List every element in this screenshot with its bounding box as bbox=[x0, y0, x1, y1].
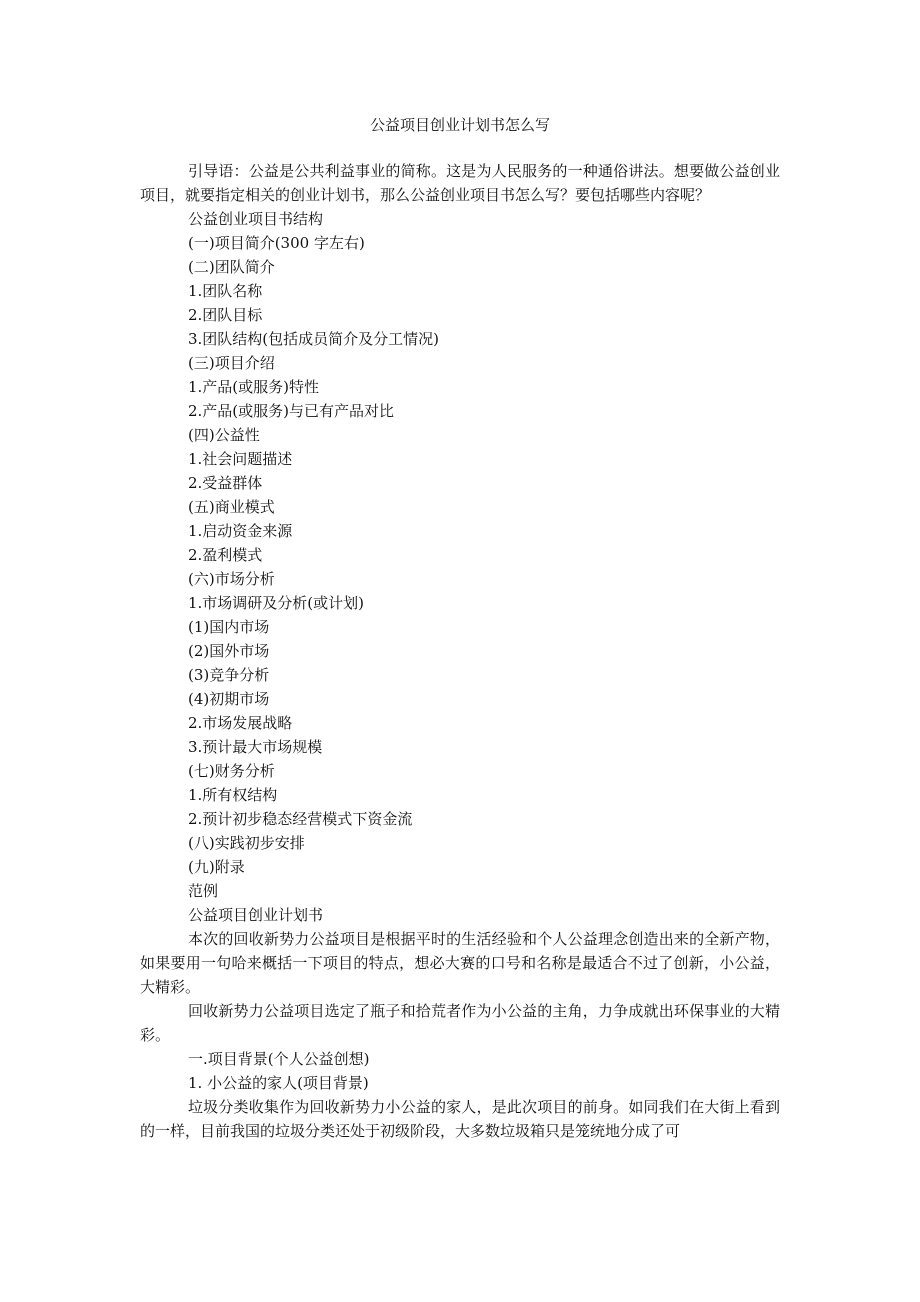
paragraph: (五)商业模式 bbox=[188, 498, 275, 516]
paragraph: (八)实践初步安排 bbox=[188, 834, 305, 852]
paragraph: 一.项目背景(个人公益创想) bbox=[188, 1050, 370, 1068]
paragraph: 回收新势力公益项目选定了瓶子和拾荒者作为小公益的主角，力争成就出环保事业的大精彩。 bbox=[140, 1002, 780, 1044]
paragraph: (1)国内市场 bbox=[188, 618, 270, 636]
document-title: 公益项目创业计划书怎么写 bbox=[369, 116, 550, 134]
paragraph: 范例 bbox=[188, 882, 219, 900]
paragraph: 垃圾分类收集作为回收新势力小公益的家人，是此次项目的前身。如同我们在大街上看到的一样，目前我国的垃圾分类还处于初级阶段，大多数垃圾箱只是笼统地分成了可 bbox=[140, 1098, 780, 1140]
paragraph: 1.市场调研及分析(或计划) bbox=[188, 594, 365, 612]
paragraph: (4)初期市场 bbox=[188, 690, 270, 708]
paragraph: 3.预计最大市场规模 bbox=[188, 738, 323, 756]
paragraph: (七)财务分析 bbox=[188, 762, 275, 780]
paragraph: 3.团队结构(包括成员简介及分工情况) bbox=[188, 330, 440, 348]
paragraph: 1.产品(或服务)特性 bbox=[188, 378, 320, 396]
paragraph: (二)团队简介 bbox=[188, 258, 275, 276]
paragraph: (一)项目简介(300 字左右) bbox=[188, 234, 365, 252]
paragraph: (2)国外市场 bbox=[188, 642, 270, 660]
paragraph: 1.所有权结构 bbox=[188, 786, 278, 804]
paragraph: 2.受益群体 bbox=[188, 474, 263, 492]
paragraph: 引导语：公益是公共利益事业的简称。这是为人民服务的一种通俗讲法。想要做公益创业项目，就要指定相关的创业计划书，那么公益创业项目书怎么写？要包括哪些内容呢？ bbox=[140, 162, 780, 204]
paragraph: (四)公益性 bbox=[188, 426, 260, 444]
paragraph: 1.社会问题描述 bbox=[188, 450, 293, 468]
paragraph: 1.启动资金来源 bbox=[188, 522, 293, 540]
paragraph: 1.团队名称 bbox=[188, 282, 263, 300]
paragraph: 2.盈利模式 bbox=[188, 546, 263, 564]
paragraph: (六)市场分析 bbox=[188, 570, 275, 588]
paragraph: (三)项目介绍 bbox=[188, 354, 275, 372]
paragraph: (3)竞争分析 bbox=[188, 666, 270, 684]
paragraph: 2.预计初步稳态经营模式下资金流 bbox=[188, 810, 413, 828]
paragraph: 本次的回收新势力公益项目是根据平时的生活经验和个人公益理念创造出来的全新产物，如果要用一句哈来概括一下项目的特点，想必大赛的口号和名称是最适合不过了创新，小公益，大精彩。 bbox=[140, 930, 780, 996]
paragraph: 公益创业项目书结构 bbox=[188, 210, 324, 228]
document-body bbox=[140, 159, 780, 1143]
paragraph: 公益项目创业计划书 bbox=[188, 906, 324, 924]
paragraph: 2.团队目标 bbox=[188, 306, 263, 324]
paragraph: 2.产品(或服务)与已有产品对比 bbox=[188, 402, 395, 420]
paragraph: 1. 小公益的家人(项目背景) bbox=[188, 1074, 369, 1092]
paragraph: (九)附录 bbox=[188, 858, 245, 876]
paragraph: 2.市场发展战略 bbox=[188, 714, 293, 732]
